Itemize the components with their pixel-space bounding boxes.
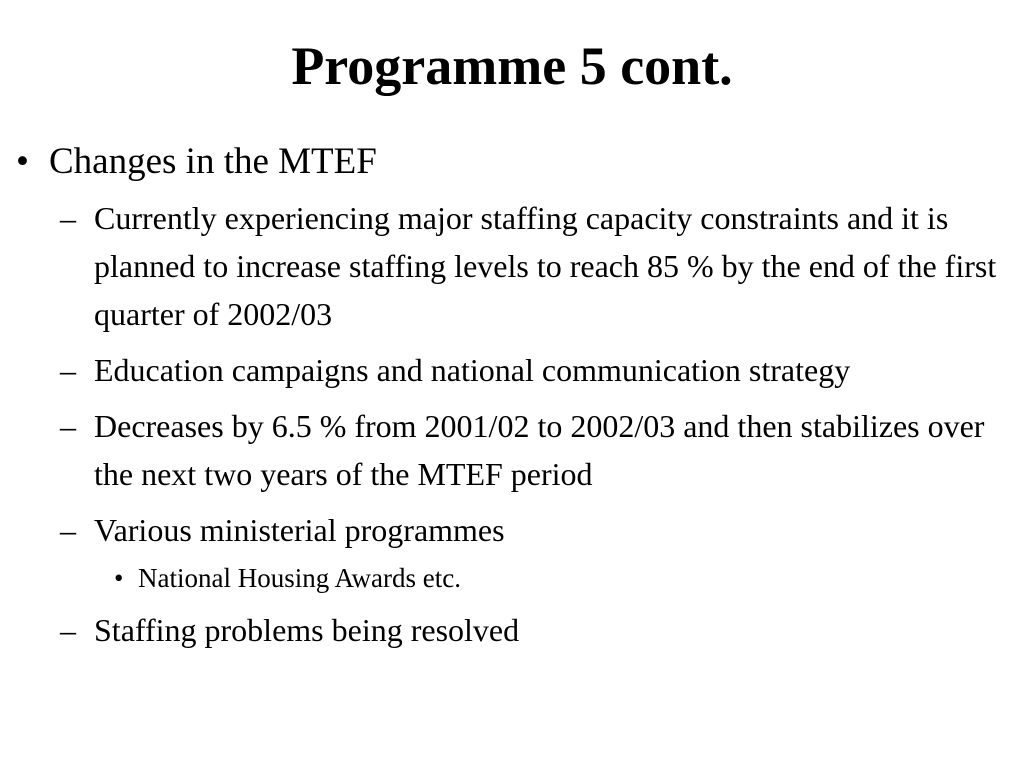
bullet-item-changes-in-mtef	[0, 136, 1024, 188]
sub-item-text: Education campaigns and national communication strategy	[94, 352, 851, 388]
slide-title: Programme 5 cont.	[291, 36, 733, 96]
sub-item-education-campaigns	[0, 346, 1024, 394]
sub-sub-item-text: National Housing Awards etc.	[138, 563, 461, 593]
bullet-text: Changes in the MTEF	[49, 141, 377, 182]
bullet-icon: •	[114, 563, 124, 593]
sub-item-text: Currently experiencing major staffing capacity constraints and it is planned to increase staffing levels to reach 85 % by the end of the first quarter of 2002/03	[94, 200, 997, 332]
sub-item-staffing-capacity	[0, 194, 1024, 338]
sub-item-staffing-problems	[0, 606, 1024, 654]
dash-icon: –	[60, 200, 76, 236]
sub-item-text: Decreases by 6.5 % from 2001/02 to 2002/03 and then stabilizes over the next two years of the MTEF period	[94, 408, 985, 492]
dash-icon: –	[60, 612, 76, 648]
dash-icon: –	[60, 408, 76, 444]
dash-icon: –	[60, 352, 76, 388]
sub-item-ministerial-programmes	[0, 506, 1024, 554]
sub-item-text: Staffing problems being resolved	[94, 612, 520, 648]
bullet-icon: •	[16, 141, 29, 182]
sub-sub-item-housing-awards	[0, 558, 1024, 598]
slide-content	[0, 136, 1024, 662]
sub-item-decreases	[0, 402, 1024, 498]
dash-icon: –	[60, 512, 76, 548]
sub-item-text: Various ministerial programmes	[94, 512, 505, 548]
